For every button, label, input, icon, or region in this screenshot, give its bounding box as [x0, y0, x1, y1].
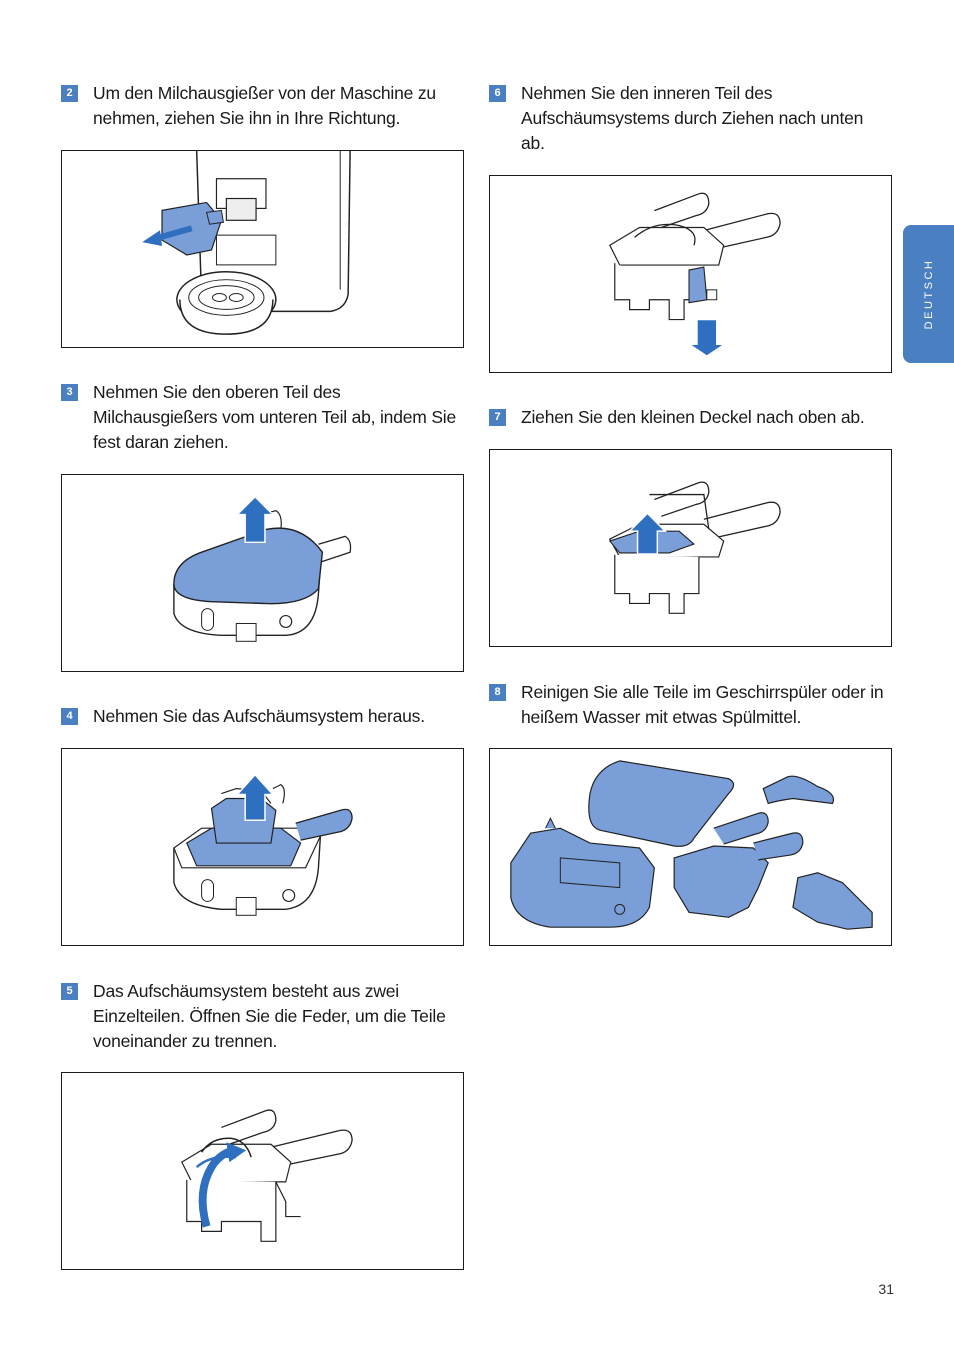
step-text: Das Aufschäumsystem besteht aus zwei Einzelteilen. Öffnen Sie die Feder, um die Teile voneinander zu trennen.	[93, 981, 446, 1051]
step-number: 8	[489, 684, 506, 701]
language-tab-label: DEUTSCH	[922, 258, 935, 330]
step-3	[61, 380, 461, 455]
figure-step-7	[489, 449, 892, 647]
figure-step-4	[61, 748, 464, 946]
frothing-system-illustration	[62, 749, 463, 945]
step-number: 7	[489, 409, 506, 426]
step-text: Um den Milchausgießer von der Maschine zu nehmen, ziehen Sie ihn in Ihre Richtung.	[93, 83, 436, 128]
step-2	[61, 81, 461, 131]
spring-illustration	[62, 1073, 463, 1269]
step-text: Nehmen Sie den inneren Teil des Aufschäumsystems durch Ziehen nach unten ab.	[521, 83, 864, 153]
step-number: 5	[61, 983, 78, 1000]
step-4	[61, 704, 461, 729]
figure-step-2	[61, 150, 464, 348]
step-text: Reinigen Sie alle Teile im Geschirrspüler oder in heißem Wasser mit etwas Spülmittel.	[521, 682, 884, 727]
step-6	[489, 81, 889, 156]
step-text: Ziehen Sie den kleinen Deckel nach oben ab.	[521, 407, 865, 427]
figure-step-6	[489, 175, 892, 373]
figure-step-5	[61, 1072, 464, 1270]
step-8	[489, 680, 889, 730]
step-text: Nehmen Sie den oberen Teil des Milchausgießers vom unteren Teil ab, indem Sie fest daran ziehen.	[93, 382, 457, 452]
step-number: 6	[489, 85, 506, 102]
step-7	[489, 405, 889, 430]
step-text: Nehmen Sie das Aufschäumsystem heraus.	[93, 706, 425, 726]
machine-illustration	[62, 151, 463, 347]
inner-part-illustration	[490, 176, 891, 372]
step-number: 4	[61, 708, 78, 725]
figure-step-3	[61, 474, 464, 672]
small-lid-illustration	[490, 450, 891, 646]
step-number: 2	[61, 85, 78, 102]
step-5	[61, 979, 461, 1054]
milk-spout-illustration	[62, 475, 463, 671]
figure-step-8	[489, 748, 892, 946]
step-number: 3	[61, 384, 78, 401]
all-parts-illustration	[490, 749, 891, 945]
page-number: 31	[878, 1281, 894, 1297]
language-tab	[903, 225, 954, 363]
